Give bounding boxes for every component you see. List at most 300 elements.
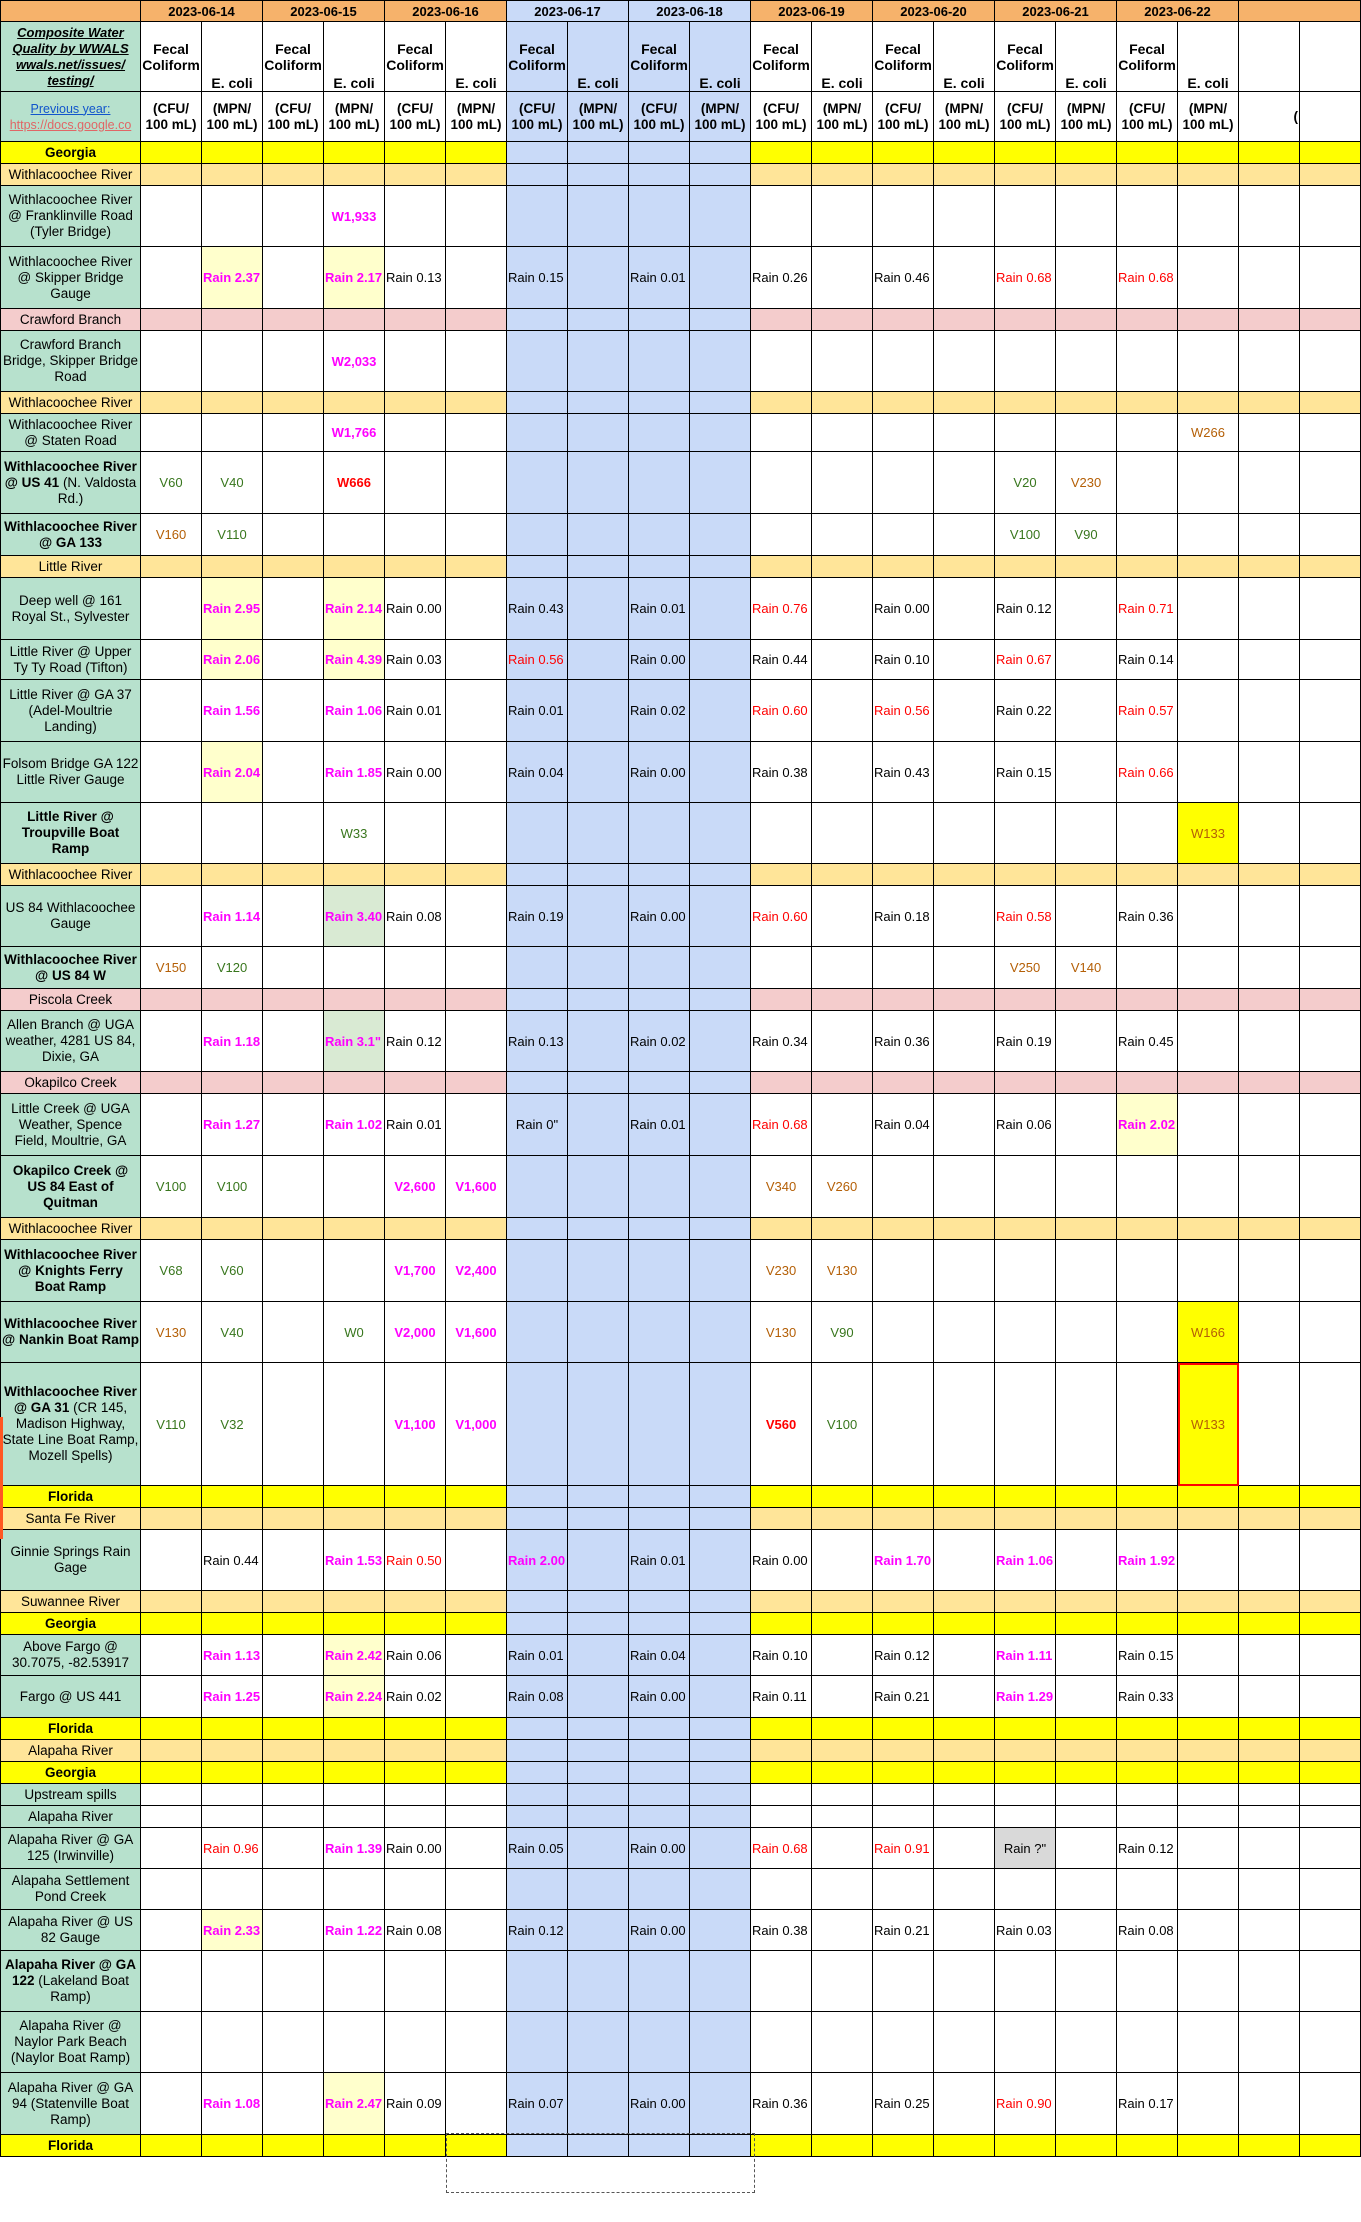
data-cell[interactable] xyxy=(934,142,995,164)
data-cell[interactable] xyxy=(751,452,812,514)
data-cell[interactable] xyxy=(873,2135,934,2157)
data-cell[interactable] xyxy=(446,1508,507,1530)
site-label[interactable] xyxy=(1,2135,141,2157)
data-cell[interactable] xyxy=(446,1910,507,1951)
fecal-coliform-header[interactable]: Fecal Coliform xyxy=(263,22,324,92)
data-cell[interactable] xyxy=(1178,331,1239,392)
data-cell[interactable] xyxy=(1117,1828,1178,1869)
data-cell[interactable] xyxy=(1117,309,1178,331)
data-cell[interactable] xyxy=(507,989,568,1011)
data-cell[interactable] xyxy=(873,452,934,514)
data-cell[interactable] xyxy=(812,680,873,742)
data-cell[interactable] xyxy=(751,309,812,331)
data-cell[interactable] xyxy=(934,1828,995,1869)
data-cell[interactable] xyxy=(507,1486,568,1508)
data-cell[interactable] xyxy=(507,640,568,680)
data-cell[interactable] xyxy=(690,1951,751,2012)
data-cell[interactable] xyxy=(324,680,385,742)
data-cell[interactable] xyxy=(812,2012,873,2073)
data-cell[interactable] xyxy=(751,1156,812,1218)
data-cell[interactable] xyxy=(446,164,507,186)
data-cell[interactable] xyxy=(1239,1806,1300,1828)
data-cell[interactable] xyxy=(751,1011,812,1072)
data-cell[interactable] xyxy=(568,452,629,514)
data-cell[interactable] xyxy=(995,1530,1056,1591)
data-cell[interactable] xyxy=(751,1363,812,1486)
data-cell[interactable] xyxy=(324,886,385,947)
data-cell[interactable] xyxy=(629,452,690,514)
data-cell[interactable] xyxy=(324,1718,385,1740)
data-cell[interactable] xyxy=(995,309,1056,331)
data-cell[interactable] xyxy=(934,1508,995,1530)
data-cell[interactable] xyxy=(263,1530,324,1591)
data-cell[interactable] xyxy=(1178,578,1239,640)
data-cell[interactable] xyxy=(690,1530,751,1591)
data-cell[interactable] xyxy=(1239,1784,1300,1806)
data-cell[interactable] xyxy=(141,680,202,742)
data-cell[interactable] xyxy=(934,1951,995,2012)
data-cell[interactable] xyxy=(141,1784,202,1806)
data-cell[interactable] xyxy=(1300,1240,1361,1302)
data-cell[interactable] xyxy=(324,1869,385,1910)
data-cell[interactable] xyxy=(1056,1740,1117,1762)
site-label[interactable] xyxy=(1,1218,141,1240)
data-cell[interactable] xyxy=(324,514,385,556)
data-cell[interactable] xyxy=(690,142,751,164)
data-cell[interactable] xyxy=(995,2135,1056,2157)
data-cell[interactable] xyxy=(1300,864,1361,886)
data-cell[interactable] xyxy=(507,1094,568,1156)
data-cell[interactable] xyxy=(751,247,812,309)
data-cell[interactable] xyxy=(141,309,202,331)
data-cell[interactable] xyxy=(385,2012,446,2073)
data-cell[interactable] xyxy=(568,556,629,578)
data-cell[interactable] xyxy=(629,864,690,886)
data-cell[interactable] xyxy=(507,1363,568,1486)
data-cell[interactable] xyxy=(202,2135,263,2157)
data-cell[interactable] xyxy=(751,1218,812,1240)
site-label[interactable] xyxy=(1,1011,141,1072)
data-cell[interactable] xyxy=(568,164,629,186)
data-cell[interactable] xyxy=(1056,164,1117,186)
data-cell[interactable] xyxy=(1117,803,1178,864)
data-cell[interactable] xyxy=(141,452,202,514)
cfu-unit-header[interactable]: (CFU/ 100 mL) xyxy=(873,92,934,142)
data-cell[interactable] xyxy=(141,164,202,186)
data-cell[interactable] xyxy=(202,1011,263,1072)
site-label[interactable] xyxy=(1,742,141,803)
data-cell[interactable] xyxy=(385,1762,446,1784)
data-cell[interactable] xyxy=(446,1591,507,1613)
cfu-unit-header[interactable]: (CFU/ 100 mL) xyxy=(141,92,202,142)
data-cell[interactable] xyxy=(202,164,263,186)
data-cell[interactable] xyxy=(507,1530,568,1591)
data-cell[interactable] xyxy=(1056,1240,1117,1302)
data-cell[interactable] xyxy=(446,947,507,989)
data-cell[interactable] xyxy=(690,1762,751,1784)
data-cell[interactable] xyxy=(629,2012,690,2073)
data-cell[interactable] xyxy=(1117,164,1178,186)
data-cell[interactable] xyxy=(446,1218,507,1240)
data-cell[interactable] xyxy=(934,803,995,864)
fecal-coliform-header[interactable]: Fecal Coliform xyxy=(385,22,446,92)
data-cell[interactable] xyxy=(873,1951,934,2012)
data-cell[interactable] xyxy=(934,1806,995,1828)
data-cell[interactable] xyxy=(934,2073,995,2135)
data-cell[interactable] xyxy=(1239,1740,1300,1762)
data-cell[interactable] xyxy=(1117,556,1178,578)
data-cell[interactable] xyxy=(141,1072,202,1094)
data-cell[interactable] xyxy=(1056,1910,1117,1951)
data-cell[interactable] xyxy=(1056,1530,1117,1591)
data-cell[interactable] xyxy=(385,1869,446,1910)
data-cell[interactable] xyxy=(1300,1613,1361,1635)
data-cell[interactable] xyxy=(141,1828,202,1869)
data-cell[interactable] xyxy=(568,1486,629,1508)
data-cell[interactable] xyxy=(812,514,873,556)
data-cell[interactable] xyxy=(324,1635,385,1676)
data-cell[interactable] xyxy=(751,886,812,947)
data-cell[interactable] xyxy=(507,309,568,331)
data-cell[interactable] xyxy=(1239,2073,1300,2135)
data-cell[interactable] xyxy=(751,1740,812,1762)
data-cell[interactable] xyxy=(995,803,1056,864)
data-cell[interactable] xyxy=(690,803,751,864)
data-cell[interactable] xyxy=(385,989,446,1011)
data-cell[interactable] xyxy=(812,1302,873,1363)
data-cell[interactable] xyxy=(812,247,873,309)
mpn-unit-header[interactable]: (MPN/ 100 mL) xyxy=(1178,92,1239,142)
data-cell[interactable] xyxy=(1239,1363,1300,1486)
data-cell[interactable] xyxy=(751,2012,812,2073)
data-cell[interactable] xyxy=(1178,1806,1239,1828)
data-cell[interactable] xyxy=(873,864,934,886)
data-cell[interactable] xyxy=(1178,1094,1239,1156)
data-cell[interactable] xyxy=(1178,1869,1239,1910)
data-cell[interactable] xyxy=(263,514,324,556)
site-label[interactable] xyxy=(1,2073,141,2135)
data-cell[interactable] xyxy=(385,514,446,556)
data-cell[interactable] xyxy=(1178,452,1239,514)
data-cell[interactable] xyxy=(751,392,812,414)
data-cell[interactable] xyxy=(751,1951,812,2012)
data-cell[interactable] xyxy=(141,803,202,864)
data-cell[interactable] xyxy=(385,1072,446,1094)
data-cell[interactable] xyxy=(385,452,446,514)
data-cell[interactable] xyxy=(446,1072,507,1094)
data-cell[interactable] xyxy=(1056,1676,1117,1718)
data-cell[interactable] xyxy=(873,947,934,989)
data-cell[interactable] xyxy=(263,1011,324,1072)
data-cell[interactable] xyxy=(873,309,934,331)
data-cell[interactable] xyxy=(690,578,751,640)
data-cell[interactable] xyxy=(1239,989,1300,1011)
data-cell[interactable] xyxy=(1300,164,1361,186)
site-label[interactable] xyxy=(1,1363,141,1486)
data-cell[interactable] xyxy=(751,1591,812,1613)
site-label[interactable] xyxy=(1,414,141,452)
data-cell[interactable] xyxy=(1178,1011,1239,1072)
data-cell[interactable] xyxy=(141,886,202,947)
data-cell[interactable] xyxy=(1239,1302,1300,1363)
site-label[interactable] xyxy=(1,1486,141,1508)
data-cell[interactable] xyxy=(446,680,507,742)
data-cell[interactable] xyxy=(751,1784,812,1806)
data-cell[interactable] xyxy=(995,886,1056,947)
site-label[interactable] xyxy=(1,1613,141,1635)
data-cell[interactable] xyxy=(1178,1240,1239,1302)
data-cell[interactable] xyxy=(446,1676,507,1718)
data-cell[interactable] xyxy=(995,1094,1056,1156)
data-cell[interactable] xyxy=(324,1302,385,1363)
site-label[interactable] xyxy=(1,1869,141,1910)
data-cell[interactable] xyxy=(385,1784,446,1806)
data-cell[interactable] xyxy=(324,452,385,514)
data-cell[interactable] xyxy=(751,1718,812,1740)
data-cell[interactable] xyxy=(385,1806,446,1828)
data-cell[interactable] xyxy=(141,989,202,1011)
data-cell[interactable] xyxy=(202,947,263,989)
data-cell[interactable] xyxy=(1117,247,1178,309)
data-cell[interactable] xyxy=(995,1910,1056,1951)
data-cell[interactable] xyxy=(202,2073,263,2135)
data-cell[interactable] xyxy=(1239,186,1300,247)
data-cell[interactable] xyxy=(446,1762,507,1784)
data-cell[interactable] xyxy=(690,1635,751,1676)
data-cell[interactable] xyxy=(812,1910,873,1951)
data-cell[interactable] xyxy=(629,947,690,989)
data-cell[interactable] xyxy=(446,886,507,947)
data-cell[interactable] xyxy=(385,886,446,947)
data-cell[interactable] xyxy=(1056,1508,1117,1530)
data-cell[interactable] xyxy=(446,1240,507,1302)
data-cell[interactable] xyxy=(1117,1486,1178,1508)
data-cell[interactable] xyxy=(873,1591,934,1613)
data-cell[interactable] xyxy=(385,1718,446,1740)
data-cell[interactable] xyxy=(202,1828,263,1869)
data-cell[interactable] xyxy=(873,392,934,414)
site-label[interactable] xyxy=(1,186,141,247)
data-cell[interactable] xyxy=(141,142,202,164)
data-cell[interactable] xyxy=(812,1828,873,1869)
data-cell[interactable] xyxy=(324,142,385,164)
data-cell[interactable] xyxy=(385,1740,446,1762)
data-cell[interactable] xyxy=(263,1635,324,1676)
data-cell[interactable] xyxy=(873,1910,934,1951)
data-cell[interactable] xyxy=(873,247,934,309)
data-cell[interactable] xyxy=(1056,1762,1117,1784)
data-cell[interactable] xyxy=(751,864,812,886)
data-cell[interactable] xyxy=(690,1508,751,1530)
data-cell[interactable] xyxy=(263,2135,324,2157)
data-cell[interactable] xyxy=(202,1635,263,1676)
data-cell[interactable] xyxy=(263,247,324,309)
data-cell[interactable] xyxy=(934,247,995,309)
date-header-cell[interactable]: 2023-06-22 xyxy=(1117,1,1239,22)
data-cell[interactable] xyxy=(568,803,629,864)
site-label[interactable] xyxy=(1,578,141,640)
data-cell[interactable] xyxy=(690,164,751,186)
data-cell[interactable] xyxy=(995,1828,1056,1869)
mpn-unit-header[interactable]: (MPN/ 100 mL) xyxy=(690,92,751,142)
data-cell[interactable] xyxy=(934,1762,995,1784)
data-cell[interactable] xyxy=(263,864,324,886)
data-cell[interactable] xyxy=(1178,1910,1239,1951)
data-cell[interactable] xyxy=(446,1011,507,1072)
data-cell[interactable] xyxy=(1056,742,1117,803)
data-cell[interactable] xyxy=(1117,1508,1178,1530)
mpn-unit-header[interactable]: (MPN/ 100 mL) xyxy=(934,92,995,142)
data-cell[interactable] xyxy=(385,1363,446,1486)
site-label[interactable] xyxy=(1,331,141,392)
data-cell[interactable] xyxy=(568,1635,629,1676)
site-label[interactable] xyxy=(1,1302,141,1363)
data-cell[interactable] xyxy=(507,2073,568,2135)
data-cell[interactable] xyxy=(1300,1302,1361,1363)
data-cell[interactable] xyxy=(873,1508,934,1530)
data-cell[interactable] xyxy=(1178,2012,1239,2073)
data-cell[interactable] xyxy=(1239,1718,1300,1740)
data-cell[interactable] xyxy=(629,247,690,309)
data-cell[interactable] xyxy=(385,947,446,989)
ecoli-header[interactable]: E. coli xyxy=(202,22,263,92)
data-cell[interactable] xyxy=(934,514,995,556)
data-cell[interactable] xyxy=(1178,164,1239,186)
data-cell[interactable] xyxy=(202,680,263,742)
data-cell[interactable] xyxy=(324,1486,385,1508)
data-cell[interactable] xyxy=(202,803,263,864)
data-cell[interactable] xyxy=(751,1486,812,1508)
data-cell[interactable] xyxy=(690,680,751,742)
data-cell[interactable] xyxy=(995,947,1056,989)
data-cell[interactable] xyxy=(141,186,202,247)
data-cell[interactable] xyxy=(629,989,690,1011)
data-cell[interactable] xyxy=(751,164,812,186)
data-cell[interactable] xyxy=(1117,1530,1178,1591)
data-cell[interactable] xyxy=(934,1302,995,1363)
data-cell[interactable] xyxy=(385,556,446,578)
data-cell[interactable] xyxy=(629,1869,690,1910)
data-cell[interactable] xyxy=(446,392,507,414)
data-cell[interactable] xyxy=(202,1218,263,1240)
data-cell[interactable] xyxy=(507,1869,568,1910)
ecoli-header[interactable]: E. coli xyxy=(446,22,507,92)
data-cell[interactable] xyxy=(202,1072,263,1094)
data-cell[interactable] xyxy=(1178,1718,1239,1740)
data-cell[interactable] xyxy=(1178,2135,1239,2157)
data-cell[interactable] xyxy=(385,640,446,680)
data-cell[interactable] xyxy=(751,1094,812,1156)
data-cell[interactable] xyxy=(751,1806,812,1828)
data-cell[interactable] xyxy=(1056,1072,1117,1094)
data-cell[interactable] xyxy=(1178,556,1239,578)
data-cell[interactable] xyxy=(934,1910,995,1951)
data-cell[interactable] xyxy=(629,578,690,640)
data-cell[interactable] xyxy=(1239,142,1300,164)
data-cell[interactable] xyxy=(1239,309,1300,331)
data-cell[interactable] xyxy=(1239,1635,1300,1676)
data-cell[interactable] xyxy=(385,1156,446,1218)
data-cell[interactable] xyxy=(507,1613,568,1635)
data-cell[interactable] xyxy=(1300,742,1361,803)
data-cell[interactable] xyxy=(324,309,385,331)
data-cell[interactable] xyxy=(812,1011,873,1072)
data-cell[interactable] xyxy=(873,886,934,947)
data-cell[interactable] xyxy=(263,1094,324,1156)
data-cell[interactable] xyxy=(690,1486,751,1508)
data-cell[interactable] xyxy=(629,1486,690,1508)
data-cell[interactable] xyxy=(629,1072,690,1094)
data-cell[interactable] xyxy=(934,1591,995,1613)
data-cell[interactable] xyxy=(324,1240,385,1302)
ecoli-header[interactable]: E. coli xyxy=(324,22,385,92)
data-cell[interactable] xyxy=(629,1740,690,1762)
site-label[interactable] xyxy=(1,1635,141,1676)
data-cell[interactable] xyxy=(812,1072,873,1094)
data-cell[interactable] xyxy=(1300,989,1361,1011)
previous-year-cell[interactable] xyxy=(1,92,141,142)
data-cell[interactable] xyxy=(995,392,1056,414)
data-cell[interactable] xyxy=(446,514,507,556)
data-cell[interactable] xyxy=(1056,1156,1117,1218)
data-cell[interactable] xyxy=(202,1762,263,1784)
ecoli-header[interactable]: E. coli xyxy=(934,22,995,92)
data-cell[interactable] xyxy=(263,309,324,331)
data-cell[interactable] xyxy=(751,640,812,680)
data-cell[interactable] xyxy=(1178,1218,1239,1240)
data-cell[interactable] xyxy=(202,1718,263,1740)
data-cell[interactable] xyxy=(690,864,751,886)
date-header-cell[interactable]: 2023-06-17 xyxy=(507,1,629,22)
data-cell[interactable] xyxy=(690,414,751,452)
data-cell[interactable] xyxy=(629,1828,690,1869)
data-cell[interactable] xyxy=(1178,247,1239,309)
data-cell[interactable] xyxy=(141,1508,202,1530)
data-cell[interactable] xyxy=(1178,947,1239,989)
data-cell[interactable] xyxy=(873,1486,934,1508)
data-cell[interactable] xyxy=(629,164,690,186)
data-cell[interactable] xyxy=(690,1072,751,1094)
data-cell[interactable] xyxy=(263,1363,324,1486)
data-cell[interactable] xyxy=(1178,1951,1239,2012)
data-cell[interactable] xyxy=(202,1486,263,1508)
data-cell[interactable] xyxy=(1300,331,1361,392)
data-cell[interactable] xyxy=(1117,1910,1178,1951)
data-cell[interactable] xyxy=(812,1718,873,1740)
data-cell[interactable] xyxy=(202,1869,263,1910)
date-header-cell[interactable]: 2023-06-14 xyxy=(141,1,263,22)
data-cell[interactable] xyxy=(385,1094,446,1156)
site-label[interactable] xyxy=(1,164,141,186)
data-cell[interactable] xyxy=(873,142,934,164)
data-cell[interactable] xyxy=(629,1635,690,1676)
data-cell[interactable] xyxy=(1239,803,1300,864)
data-cell[interactable] xyxy=(812,1762,873,1784)
data-cell[interactable] xyxy=(263,1486,324,1508)
data-cell[interactable] xyxy=(995,142,1056,164)
data-cell[interactable] xyxy=(1117,1363,1178,1486)
data-cell[interactable] xyxy=(141,556,202,578)
data-cell[interactable] xyxy=(507,452,568,514)
data-cell[interactable] xyxy=(812,556,873,578)
data-cell[interactable] xyxy=(1300,578,1361,640)
data-cell[interactable] xyxy=(385,1011,446,1072)
data-cell[interactable] xyxy=(934,886,995,947)
data-cell[interactable] xyxy=(507,331,568,392)
data-cell[interactable] xyxy=(1239,556,1300,578)
data-cell[interactable] xyxy=(385,142,446,164)
data-cell[interactable] xyxy=(324,2135,385,2157)
